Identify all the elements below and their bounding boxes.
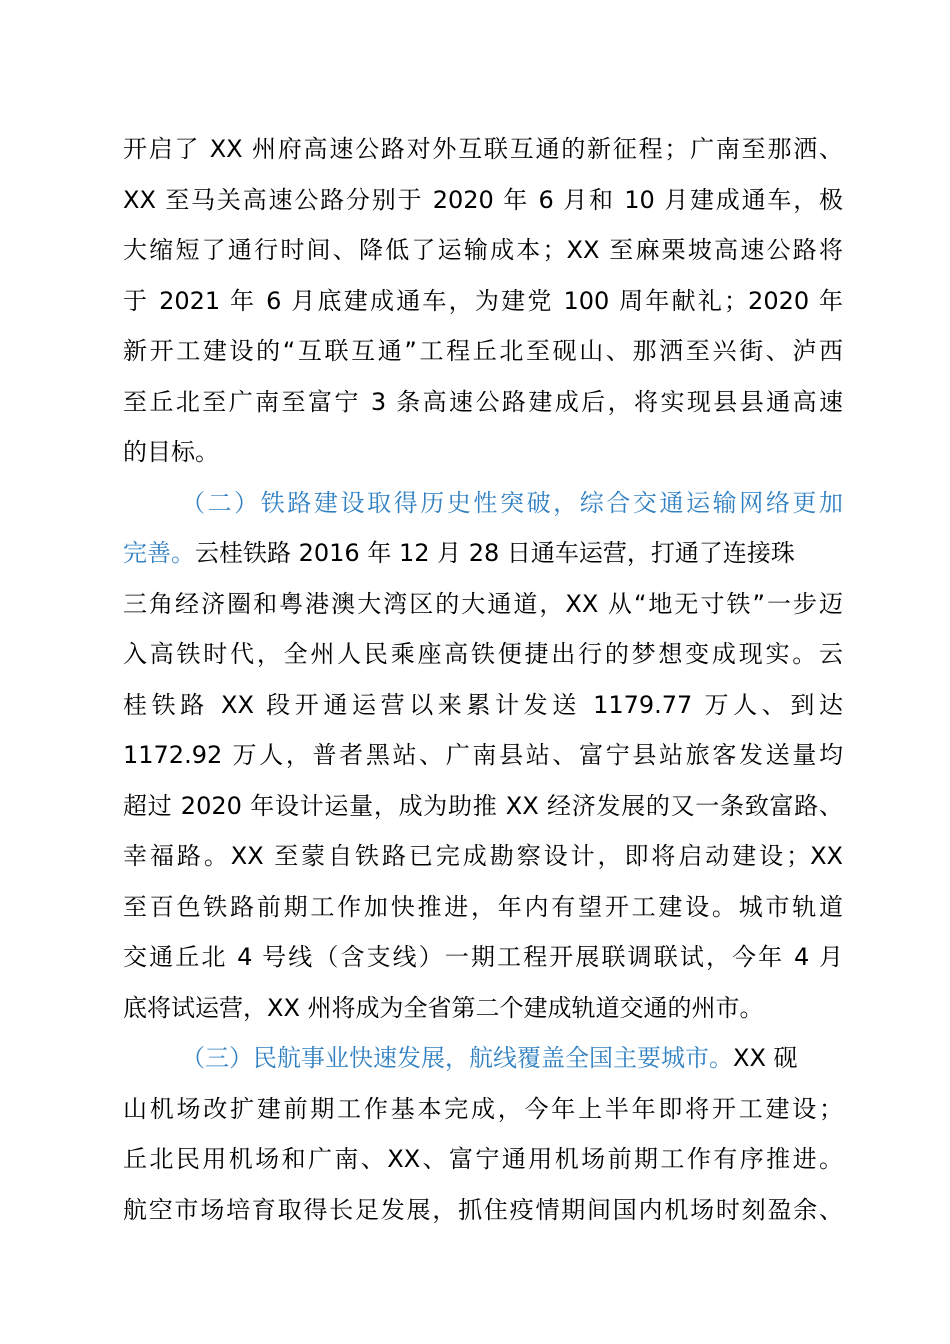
text-line: 入高铁时代，全州人民乘座高铁便捷出行的梦想变成现实。云 [123,640,843,668]
section-heading-railway-end: 完善。 [123,539,195,567]
paragraph-highway [123,124,843,478]
section-heading-aviation: （三）民航事业快速发展，航线覆盖全国主要城市。 [181,1044,733,1072]
text-line: 于 2021 年 6 月底建成通车，为建党 100 周年献礼；2020 年 [123,286,843,315]
text-line: 超过 2020 年设计运量，成为助推 XX 经济发展的又一条致富路、 [123,791,843,820]
text-line: XX 至马关高速公路分别于 2020 年 6 月和 10 月建成通车，极 [123,185,843,214]
paragraph-railway [123,478,843,1034]
text-line: 至百色铁路前期工作加快推进，年内有望开工建设。城市轨道 [123,892,843,921]
document-body [123,124,843,1235]
text-line: 桂铁路 XX 段开通运营以来累计发送 1179.77 万人、到达 [123,690,843,719]
text-fragment: XX 砚 [733,1044,798,1072]
text-line: 至丘北至广南至富宁 3 条高速公路建成后，将实现县县通高速 [123,387,843,416]
text-line: 大缩短了通行时间、降低了运输成本；XX 至麻栗坡高速公路将 [123,236,843,264]
text-line: 交通丘北 4 号线（含支线）一期工程开展联调联试，今年 4 月 [123,943,843,971]
text-line: 山机场改扩建前期工作基本完成，今年上半年即将开工建设； [123,1094,843,1123]
paragraph-aviation [123,1033,843,1235]
text-line: 幸福路。XX 至蒙自铁路已完成勘察设计，即将启动建设；XX [123,842,843,870]
text-line: 底将试运营，XX 州将成为全省第二个建成轨道交通的州市。 [123,993,764,1022]
text-line: 丘北民用机场和广南、XX、富宁通用机场前期工作有序推进。 [123,1145,843,1173]
text-fragment: 云桂铁路 2016 年 12 月 28 日通车运营，打通了连接珠 [195,539,795,567]
text-line: 三角经济圈和粤港澳大湾区的大通道，XX 从“地无寸铁”一步迈 [123,589,843,618]
text-line: 1172.92 万人，普者黑站、广南县站、富宁县站旅客发送量均 [123,741,843,769]
text-line: 新开工建设的“互联互通”工程丘北至砚山、那洒至兴街、泸西 [123,337,843,365]
text-line [123,528,843,579]
text-line: 开启了 XX 州府高速公路对外互联互通的新征程；广南至那洒、 [123,135,843,163]
section-heading-railway: （二）铁路建设取得历史性突破，综合交通运输网络更加 [181,488,843,517]
text-line: 的目标。 [123,438,219,466]
text-line: 航空市场培育取得长足发展，抓住疫情期间国内机场时刻盈余、 [123,1195,843,1224]
text-line [123,1033,843,1084]
